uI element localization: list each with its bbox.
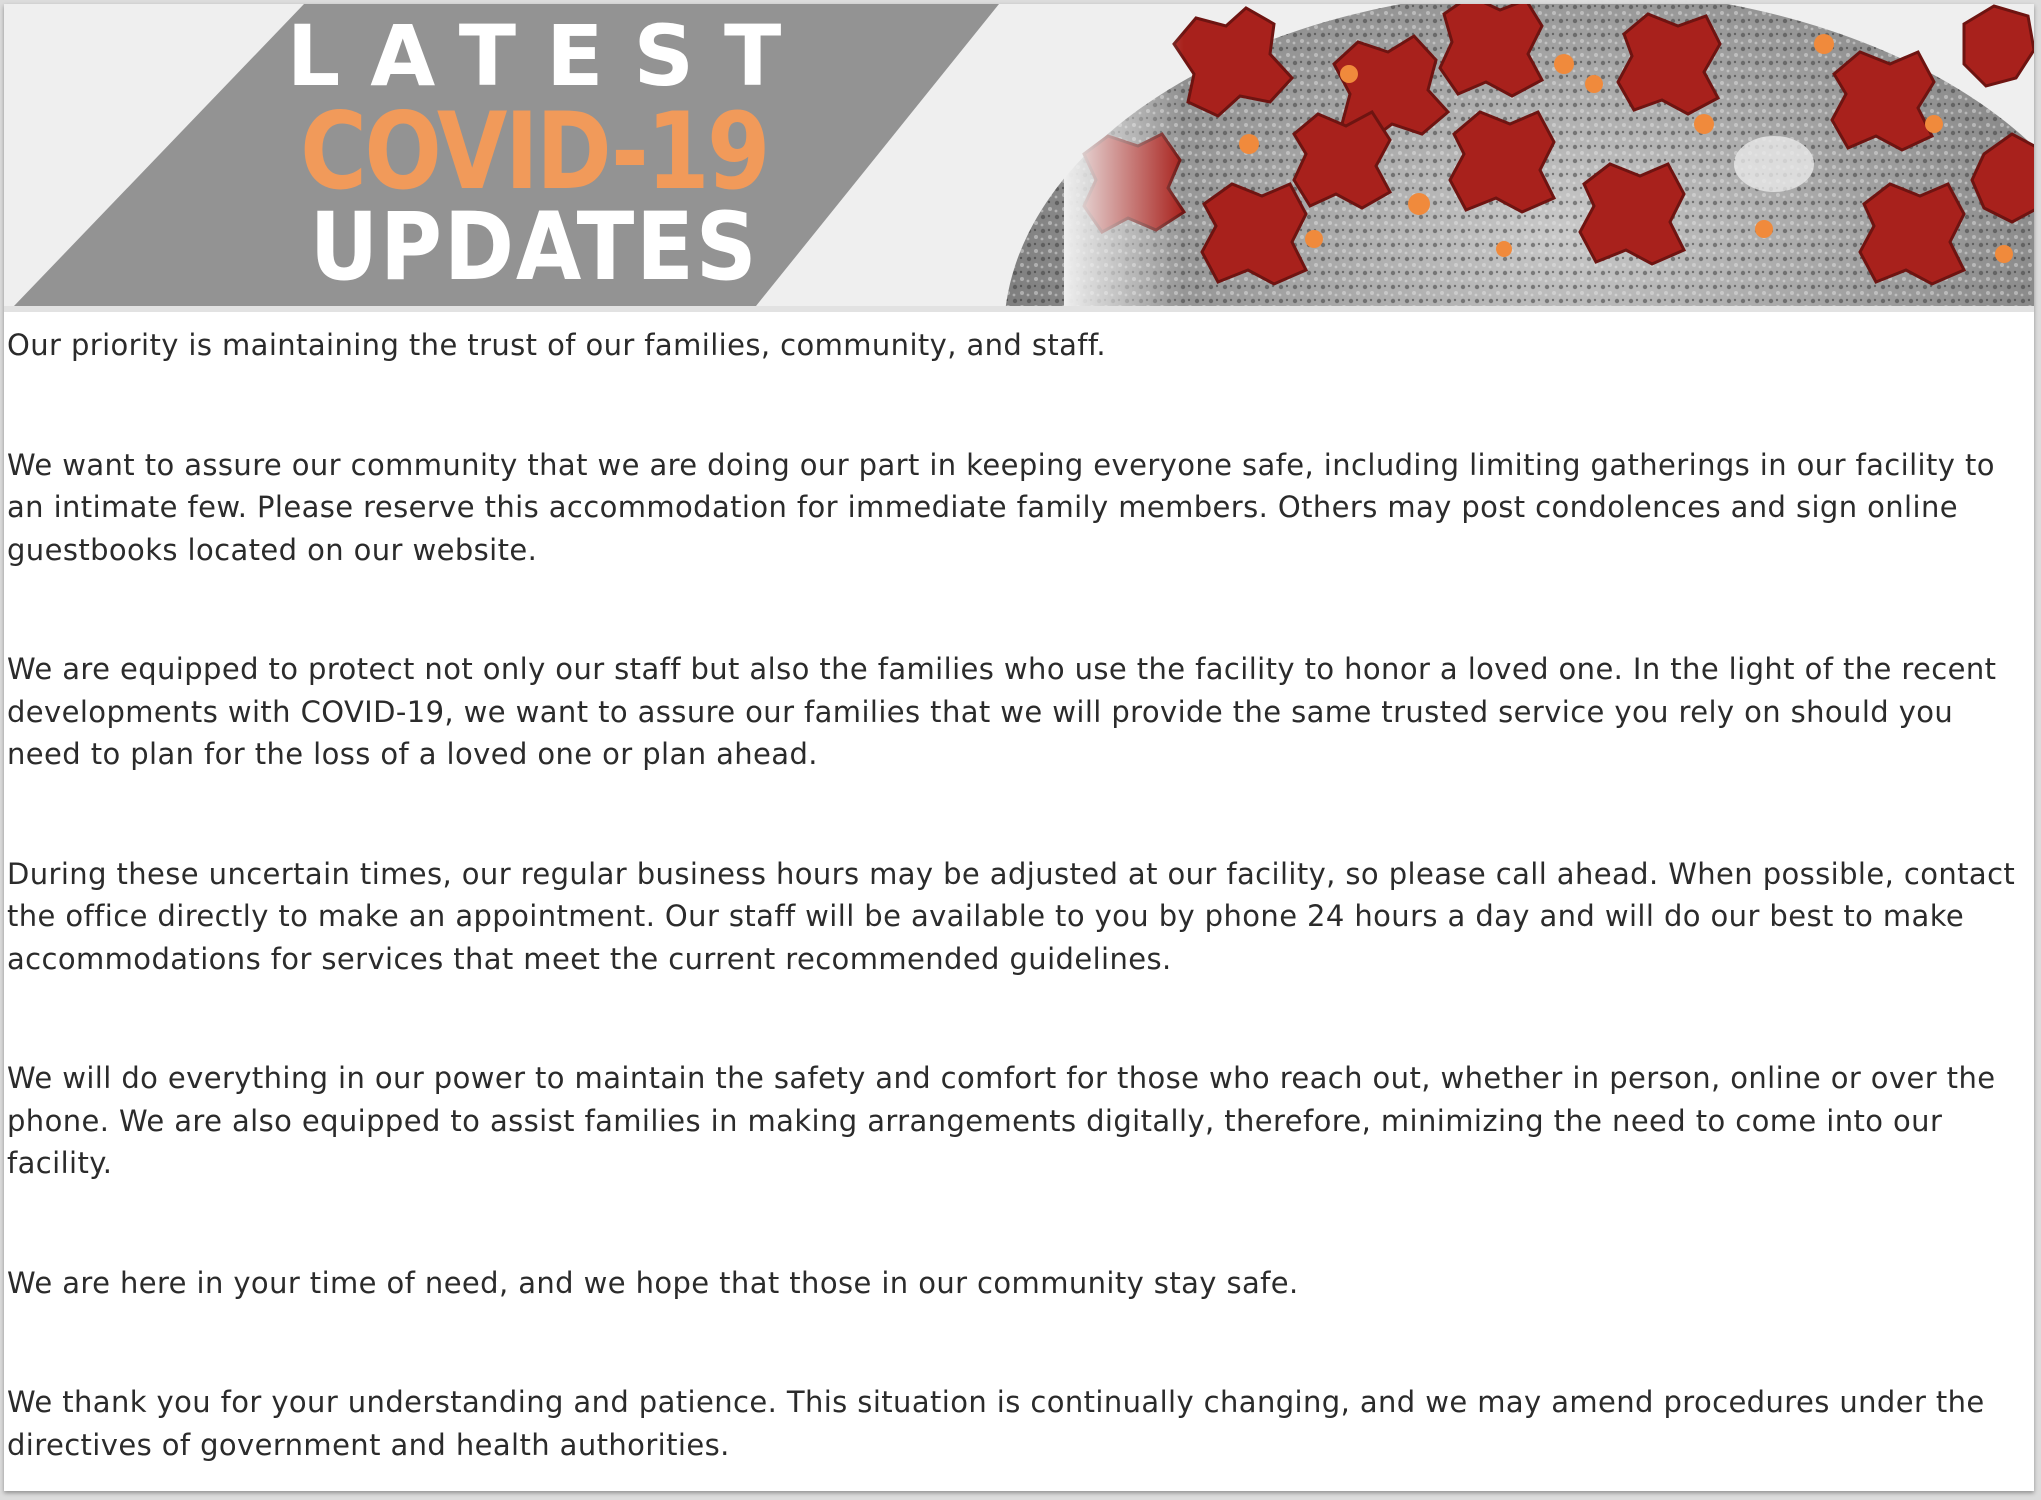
banner-divider: [4, 306, 2034, 312]
paragraph: We will do everything in our power to maintain the safety and comfort for those who reach out, whether in person, online or over the phone. We are also equipped to assist families in making arrangements digitally, therefore, minimizing the need to come into our facility.: [7, 1061, 1996, 1180]
coronavirus-illustration: [1004, 4, 2034, 306]
covid-banner: [4, 4, 2034, 306]
paragraph: We are here in your time of need, and we hope that those in our community stay safe.: [7, 1265, 1299, 1300]
banner-title-updates: UPDATES: [309, 193, 759, 302]
paragraph: We are equipped to protect not only our staff but also the families who use the facility to honor a loved one. In the light of the recent developments with COVID-19, we want to assure our families that we will provide the same trusted service you rely on should you need to plan for the loss of a loved one or plan ahead.: [7, 652, 1997, 771]
paragraph: We thank you for your understanding and patience. This situation is continually changing, and we may amend procedures under the directives of government and health authorities.: [7, 1385, 1985, 1462]
covid-update-card: [4, 4, 2034, 1491]
update-body: [7, 324, 2033, 1491]
banner-title: [164, 7, 904, 302]
banner-title-latest: LATEST: [286, 7, 812, 105]
banner-title-covid: COVID-19: [300, 90, 768, 213]
paragraph: We want to assure our community that we are doing our part in keeping everyone safe, including limiting gatherings in our facility to an intimate few. Please reserve this accommodation for immediate family members. Others may post condolences and sign online guestbooks located on our website.: [7, 447, 1995, 567]
paragraph: During these uncertain times, our regular business hours may be adjusted at our facility, so please call ahead. When possible, contact the office directly to make an appointment. Our staff will be available to you by phone 24 hours a day and will do our best to make accommodations for services that meet the current recommended guidelines.: [7, 856, 2016, 976]
paragraph: Our priority is maintaining the trust of our families, community, and staff.: [7, 328, 1107, 362]
